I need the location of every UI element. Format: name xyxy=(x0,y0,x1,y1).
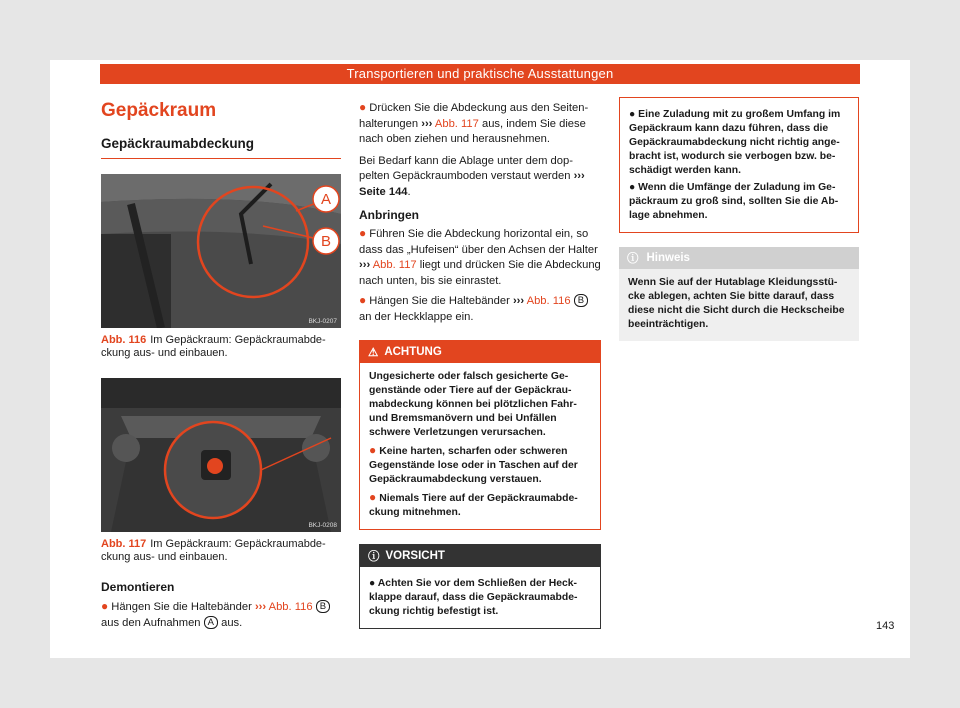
figure-link[interactable]: Abb. 117 xyxy=(372,259,417,271)
caution-box xyxy=(359,544,601,629)
figure-number: Abb. 117 xyxy=(101,538,147,550)
storage-paragraph: Bei Bedarf kann die Ablage unter dem dop-pelten Gepäckraumboden verstaut werden ››› Seite 144. xyxy=(359,154,585,198)
warning-title: ACHTUNG xyxy=(384,346,442,358)
warning-body xyxy=(360,363,600,529)
bullet-icon: ● xyxy=(359,293,367,307)
caption-text: Im Gepäckraum: Gepäckraumabde-ckung aus- und einbauen. xyxy=(101,334,326,359)
figure-link[interactable]: Abb. 116 xyxy=(526,295,571,307)
warning-triangle-icon: ⚠ xyxy=(368,347,379,359)
caution-item: ● Eine Zuladung mit zu großem Umfang im Gepäckraum kann dazu führen, dass die Gepäckraumabdeckung nicht richtig ange-bracht ist, wodurch sie verbogen bzw. be-schädigt werden kann. xyxy=(629,109,841,176)
remove-step-1: ● Hängen Sie die Haltebänder ››› Abb. 116 B aus den Aufnahmen A aus. xyxy=(101,599,341,631)
page-title: Gepäckraum xyxy=(101,100,217,121)
warning-intro: Ungesicherte oder falsch gesicherte Ge-genstände oder Tiere auf der Gepäckrau-mabdeckung können bei plötzlichen Fahr- und Bremsmanövern und bei Unfällen schwere Verletzungen verursachen. xyxy=(369,371,577,438)
remove-step-2: ● Drücken Sie die Abdeckung aus den Seiten-halterungen ››› Abb. 117 aus, indem Sie diese nach oben ziehen und herausnehmen. xyxy=(359,100,589,145)
trunk-lid-illustration xyxy=(101,174,341,328)
bullet-icon: ● xyxy=(359,100,367,114)
install-heading: Anbringen xyxy=(359,208,419,222)
note-header xyxy=(619,247,859,269)
note-title: Hinweis xyxy=(646,252,690,264)
warning-item: ● Keine harten, scharfen oder schweren Gegenstände lose oder in Taschen auf der Gepäckraumabdeckung verstauen. xyxy=(369,443,578,485)
caution-circle-icon: ⓘ xyxy=(368,551,380,563)
letter-marker: A xyxy=(204,616,218,629)
bullet-icon: ● xyxy=(359,226,367,240)
figure-caption-116 xyxy=(101,334,341,360)
info-icon: ⓘ xyxy=(627,253,639,265)
chapter-header: Transportieren und praktische Ausstattungen xyxy=(100,64,860,84)
caution-continued-body xyxy=(620,98,858,232)
figure-caption-117 xyxy=(101,538,341,564)
caution-body xyxy=(360,567,600,628)
section-title: Gepäckraumabdeckung xyxy=(101,136,341,159)
caution-item: ● Wenn die Umfänge der Zuladung im Ge-päckraum zu groß sind, sollten Sie die Ab-lage abnehmen. xyxy=(629,182,839,221)
letter-marker: B xyxy=(574,294,588,307)
page-link[interactable]: Seite 144 xyxy=(359,185,408,198)
figure-link[interactable]: Abb. 117 xyxy=(434,117,479,130)
callout-a: A xyxy=(320,191,332,208)
figure-117 xyxy=(101,378,341,532)
trunk-cover-illustration xyxy=(101,378,341,532)
warning-item: ● Niemals Tiere auf der Gepäckraumabde-ckung mitnehmen. xyxy=(369,490,578,518)
caption-text: Im Gepäckraum: Gepäckraumabde-ckung aus- und einbauen. xyxy=(101,538,326,563)
install-step-2: ● Hängen Sie die Haltebänder ››› Abb. 116 B an der Heckklappe ein. xyxy=(359,293,601,325)
caution-continued-box xyxy=(619,97,859,233)
page-number: 143 xyxy=(876,620,895,632)
install-step-1: ● Führen Sie die Abdeckung horizontal ein, so dass das „Hufeisen“ über den Achsen der Halter ››› Abb. 117 liegt und drücken Sie die Abdeckung nach unten, bis sie einrastet. xyxy=(359,226,601,287)
column-2 xyxy=(359,100,601,629)
remove-heading: Demontieren xyxy=(101,580,175,594)
figure-link[interactable]: Abb. 116 xyxy=(268,601,313,613)
warning-box xyxy=(359,340,601,530)
figure-116 xyxy=(101,174,341,328)
caution-header xyxy=(360,545,600,567)
column-3 xyxy=(619,97,859,341)
letter-marker: B xyxy=(316,600,330,613)
figure-code: BKJ-0207 xyxy=(308,318,337,325)
bullet-icon: ● xyxy=(101,599,109,613)
figure-code: BKJ-0208 xyxy=(308,522,337,529)
callout-b: B xyxy=(320,233,332,250)
figure-number: Abb. 116 xyxy=(101,334,147,346)
note-box xyxy=(619,247,859,341)
caution-item: ● Achten Sie vor dem Schließen der Heck-klappe darauf, dass die Gepäckraumabde-ckung richtig befestigt ist. xyxy=(369,578,578,617)
warning-header xyxy=(360,341,600,363)
note-body: Wenn Sie auf der Hutablage Kleidungsstü-cke ablegen, achten Sie bitte darauf, dass diese nicht die Sicht durch die Heckscheibe beeinträchtigen. xyxy=(628,277,845,330)
caution-title: VORSICHT xyxy=(385,550,445,562)
column-1 xyxy=(101,96,341,631)
